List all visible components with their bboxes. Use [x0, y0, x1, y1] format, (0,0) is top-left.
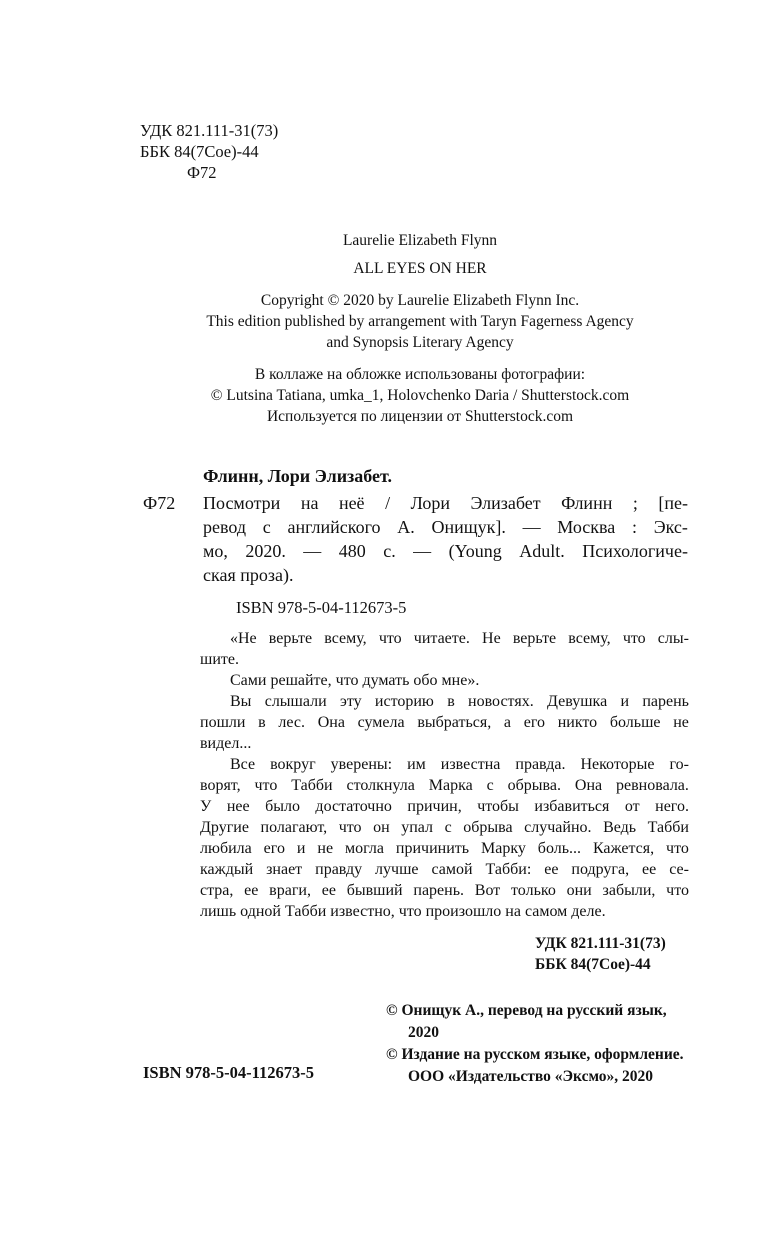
word: го- [669, 756, 689, 773]
catalog-author: Флинн, Лори Элизабет. [203, 466, 393, 486]
word: верьте [268, 630, 313, 647]
word: Экс- [653, 517, 688, 537]
bbk-code: ББК 84(7Сое)-44 [140, 142, 259, 161]
annotation-line: лишь одной Табби известно, что произошло на самом деле. [200, 903, 606, 920]
word: в [447, 693, 455, 710]
word: враги, [269, 882, 311, 899]
word: его [263, 840, 285, 857]
word: любила [200, 840, 252, 857]
word: причинить [395, 840, 470, 857]
word: подруга, [571, 861, 630, 878]
word: лес. [278, 714, 305, 731]
word: ее [321, 882, 336, 899]
word: 480 [338, 541, 366, 561]
word: английского [287, 517, 381, 537]
word: мо, [203, 541, 228, 561]
word: «Не [230, 630, 257, 647]
word: Москва [557, 517, 616, 537]
word: от [624, 798, 640, 815]
word: упал [401, 819, 434, 836]
word: — [303, 541, 322, 561]
edition-copyright: © Издание на русском языке, оформление. [386, 1046, 684, 1063]
word: нее [226, 798, 250, 815]
word: Марку [480, 840, 526, 857]
word: ее [244, 882, 259, 899]
word: Табби [647, 819, 689, 836]
word: не [673, 714, 689, 731]
word: Марка [428, 777, 473, 794]
word: Табби [291, 777, 333, 794]
original-author: Laurelie Elizabeth Flynn [342, 232, 498, 249]
catalog-line [203, 539, 688, 563]
word: Вот [474, 882, 501, 899]
word: Посмотри [203, 493, 281, 513]
word: что [666, 840, 689, 857]
word: читаете. [413, 630, 470, 647]
word: могла [344, 840, 384, 857]
word: забыли, [602, 882, 656, 899]
publisher-copyright: ООО «Издательство «Эксмо», 2020 [408, 1068, 654, 1085]
word: что [254, 777, 278, 794]
word: он [373, 819, 390, 836]
word: полагают, [260, 819, 328, 836]
word: они [566, 882, 592, 899]
word: неё [338, 493, 365, 513]
word: лучше [375, 861, 419, 878]
word: — [413, 541, 432, 561]
word: Флинн [561, 493, 613, 513]
word: боль... [537, 840, 582, 857]
annotation-line [200, 880, 689, 901]
annotation-line [200, 817, 689, 838]
word: правду [315, 861, 363, 878]
word: ее [544, 861, 559, 878]
catalog-code: Ф72 [143, 493, 176, 513]
word: им [407, 756, 426, 773]
word: никто [557, 714, 598, 731]
word: что [666, 882, 689, 899]
word: вокруг [270, 756, 316, 773]
word: парень. [413, 882, 464, 899]
word: слы- [657, 630, 689, 647]
word: сумела [357, 714, 405, 731]
annotation-line [200, 775, 689, 796]
annotation-line [200, 838, 689, 859]
word: Кажется, [592, 840, 655, 857]
word: (Young [448, 541, 502, 561]
word: на [300, 493, 319, 513]
word: Табби: [485, 861, 532, 878]
annotation-line [200, 754, 689, 775]
word: Онищук]. [431, 517, 506, 537]
word: Психологиче- [582, 541, 688, 561]
cover-photo-credits: В коллаже на обложке использованы фотографии: © Lutsina Tatiana, umka_1, Holovchenko Daria / Shutterstock.com Используется по лицензии от Shutterstock.com [210, 366, 630, 425]
word: только [511, 882, 556, 899]
word: Не [482, 630, 501, 647]
annotation-line [200, 796, 689, 817]
word: а [503, 714, 512, 731]
word: слышали [264, 693, 327, 710]
word: было [265, 798, 300, 815]
annotation-line: шите. [200, 651, 239, 668]
word: больше [609, 714, 661, 731]
word: всему, [324, 630, 367, 647]
word: Все [230, 756, 256, 773]
word: не [317, 840, 334, 857]
word: чтобы [477, 798, 519, 815]
word: достаточно [315, 798, 392, 815]
annotation-line [200, 712, 689, 733]
word: эту [339, 693, 362, 710]
word: с [444, 819, 452, 836]
word: [пе- [658, 493, 688, 513]
annotation-line: видел... [200, 735, 252, 752]
word: и [296, 840, 306, 857]
word: Adult. [519, 541, 565, 561]
annotation-line [200, 691, 689, 712]
translation-copyright-year: 2020 [408, 1024, 439, 1041]
catalog-line [203, 515, 688, 539]
word: правда. [515, 756, 566, 773]
word: причин, [407, 798, 462, 815]
word: случайно. [524, 819, 592, 836]
catalog-line-last: ская проза). [203, 565, 294, 585]
word: с. [383, 541, 396, 561]
word: с [262, 517, 271, 537]
word: Лори [410, 493, 450, 513]
word: А. [397, 517, 415, 537]
udk-code: УДК 821.111-31(73) [140, 121, 279, 140]
word: Элизабет [470, 493, 541, 513]
word: обрыва [463, 819, 513, 836]
word: пошли [200, 714, 246, 731]
word: Ведь [603, 819, 637, 836]
word: Некоторые [580, 756, 655, 773]
udk-bold-code: УДК 821.111-31(73) [535, 935, 666, 952]
catalog-isbn: ISBN 978-5-04-112673-5 [236, 598, 407, 617]
word: бывший [346, 882, 403, 899]
catalog-line [203, 491, 688, 515]
udk-block [140, 120, 278, 183]
word: Вы [230, 693, 252, 710]
word: что [378, 630, 402, 647]
word: стра, [200, 882, 234, 899]
word: новостях. [468, 693, 534, 710]
catalog-description [203, 491, 688, 587]
author-sign: Ф72 [187, 163, 217, 182]
word: самой [431, 861, 473, 878]
word: У [200, 798, 212, 815]
word: Девушка [547, 693, 608, 710]
bbk-bold-code: ББК 84(7Сое)-44 [535, 956, 651, 973]
word: Она [574, 777, 603, 794]
word: уверены: [330, 756, 393, 773]
annotation-line [200, 859, 689, 880]
word: ; [632, 493, 638, 513]
word: что [622, 630, 646, 647]
word: Другие [200, 819, 249, 836]
word: парень [642, 693, 689, 710]
word: ее [642, 861, 657, 878]
word: с [486, 777, 494, 794]
word: ревод [203, 517, 247, 537]
word: каждый [200, 861, 254, 878]
word: Она [317, 714, 345, 731]
copyright-block [386, 1000, 684, 1088]
word: верьте [512, 630, 557, 647]
translation-copyright: © Онищук А., перевод на русский язык, [386, 1002, 667, 1019]
word: се- [669, 861, 689, 878]
word: : [632, 517, 638, 537]
word: ворят, [200, 777, 241, 794]
word: и [620, 693, 630, 710]
word: известна [440, 756, 501, 773]
word: — [522, 517, 541, 537]
annotation-line [200, 628, 689, 649]
annotation [200, 628, 689, 922]
word: в [258, 714, 266, 731]
word: него. [655, 798, 689, 815]
copyright-notice: Copyright © 2020 by Laurelie Elizabeth Flynn Inc. This edition published by arrangement with Taryn Fagerness Agency and Synopsis Literary Agency [206, 292, 634, 351]
word: знает [266, 861, 303, 878]
word: историю [374, 693, 434, 710]
word: что [338, 819, 362, 836]
word: избавиться [534, 798, 610, 815]
word: его [523, 714, 545, 731]
isbn-bottom: ISBN 978-5-04-112673-5 [143, 1063, 314, 1082]
word: 2020. [245, 541, 286, 561]
word: / [385, 493, 391, 513]
word: всему, [568, 630, 611, 647]
udk-bold-block [535, 933, 666, 975]
word: обрыва. [507, 777, 561, 794]
word: выбраться, [417, 714, 492, 731]
original-title: ALL EYES ON HER [353, 260, 487, 277]
word: столкнула [346, 777, 415, 794]
annotation-line: Сами решайте, что думать обо мне». [230, 672, 480, 689]
word: ревновала. [616, 777, 689, 794]
